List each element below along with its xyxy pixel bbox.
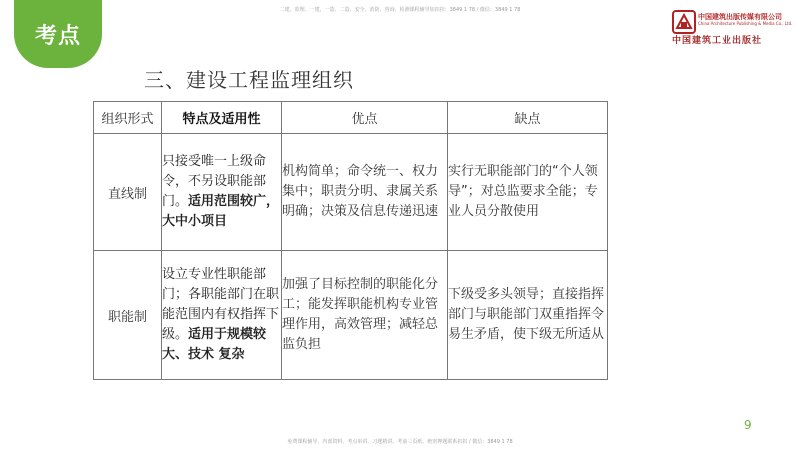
publisher-emblem-icon (672, 10, 696, 34)
organization-table (93, 101, 608, 380)
table-header-row (94, 102, 608, 134)
publisher-name-en: China Architecture Publishing & Media Co., Ltd. (698, 21, 793, 26)
feature-text: 只接受唯一上级命令，不另设职能部门。 (162, 154, 267, 209)
row-form: 职能制 (94, 251, 162, 380)
publisher-name-cn: 中国建筑出版传媒有限公司 (698, 13, 782, 21)
table-row (94, 134, 608, 251)
row-disadvantages: 实行无职能部门的“个人领导”；对总监要求全能；专业人员分散使用 (448, 134, 608, 251)
header-form: 组织形式 (94, 102, 162, 134)
publisher-calligraphy: 中国建筑工业出版社 (672, 36, 763, 46)
row-feature (162, 251, 282, 380)
page-number: 9 (744, 418, 752, 432)
row-feature (162, 134, 282, 251)
badge-label: 考点 (34, 23, 81, 49)
page-title: 三、建设工程监理组织 (144, 68, 354, 92)
header-disadvantages: 缺点 (448, 102, 608, 134)
feature-applicability: 适用于规模较 大、技术 复杂 (162, 327, 267, 362)
row-advantages: 加强了目标控制的职能化分工；能发挥职能机构专业管理作用，高效管理；减轻总监负担 (282, 251, 448, 380)
row-advantages: 机构简单；命令统一、权力集中；职责分明、隶属关系明确；决策及信息传递迅速 (282, 134, 448, 251)
publisher-logo (672, 8, 794, 46)
row-disadvantages: 下级受多头领导；直接指挥部门与职能部门双重指挥令易生矛盾，使下级无所适从 (448, 251, 608, 380)
table-row (94, 251, 608, 380)
top-note: 二建、监理、一建、一造、二造、安全、消防、咨询、检测课程辅导加扣扣：3849 1 78 / 微信：3849 1 78 (279, 7, 521, 13)
header-advantages: 优点 (282, 102, 448, 134)
header-feature: 特点及适用性 (162, 102, 282, 134)
feature-applicability: 适用范围较广，大中小项目 (162, 194, 280, 229)
row-form: 直线制 (94, 134, 162, 251)
feature-text: 设立专业性职能部门；各职能部门在职能范围内有权指挥下级。 (162, 267, 280, 342)
bottom-note: 免费课程辅导、内部资料、考点串讲、习题精讲、考前三页纸、绝密押题联系扣扣 / 微信：3849 1 78 (287, 439, 513, 445)
